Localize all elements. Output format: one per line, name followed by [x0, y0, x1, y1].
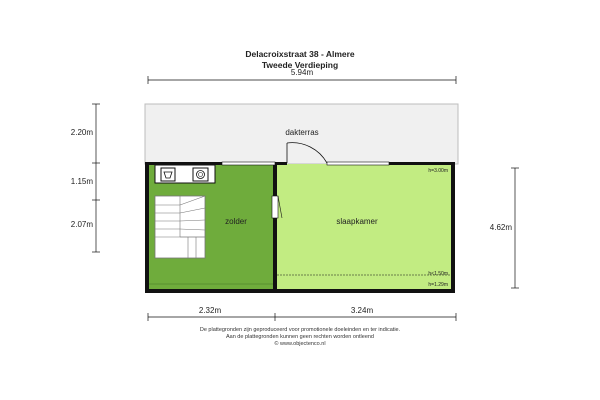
attic-label: zolder	[225, 217, 247, 226]
washing-machine-icon	[161, 168, 175, 181]
window-left	[222, 162, 275, 165]
staircase-icon	[155, 196, 205, 258]
height-mid: h<1.50m	[428, 271, 448, 277]
height-top: h=3.00m	[428, 168, 448, 174]
terrace-label: dakterras	[285, 128, 319, 137]
dim-left-lower-label: 2.07m	[70, 220, 93, 229]
disclaimer-line-1: De plattegronden zijn geproduceerd voor promotionele doeleinden en ter indicatie.	[199, 327, 401, 333]
copyright-line: © www.objectenco.nl	[274, 341, 326, 347]
dim-right-label: 4.62m	[489, 223, 512, 232]
floor-name: Tweede Verdieping	[261, 60, 339, 70]
dim-bottom-right-label: 3.24m	[350, 306, 374, 315]
dryer-icon	[193, 168, 208, 181]
bedroom-label: slaapkamer	[336, 217, 378, 226]
plan-title: Delacroixstraat 38 - Almere	[245, 49, 355, 59]
dim-left-middle-label: 1.15m	[70, 177, 93, 186]
window-right	[327, 162, 389, 165]
bedroom-area	[277, 164, 453, 291]
disclaimer-line-2: Aan de plattegronden kunnen geen rechten worden ontleend	[225, 334, 374, 340]
dim-top-label: 5.94m	[290, 68, 314, 77]
dim-left-terrace-label: 2.20m	[70, 128, 93, 137]
dim-bottom-left-label: 2.32m	[198, 306, 222, 315]
dim-right	[511, 168, 519, 288]
dim-bottom	[148, 313, 456, 321]
dim-top	[148, 76, 456, 84]
dim-left	[92, 104, 100, 252]
height-bottom: h=1.29m	[428, 282, 448, 288]
